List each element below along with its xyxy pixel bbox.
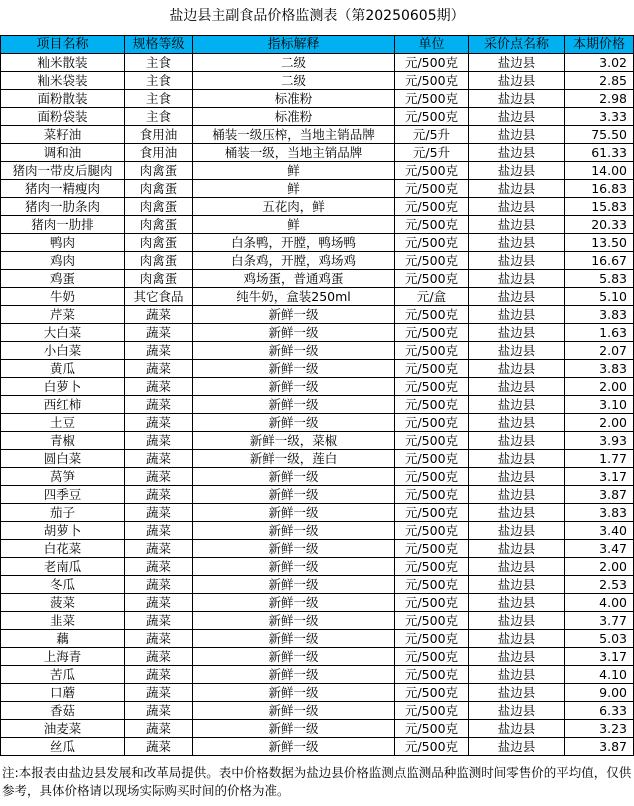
grade-cell: 蔬菜 [125,486,193,504]
item-name-cell: 韭菜 [1,612,125,630]
item-name-cell: 面粉散装 [1,90,125,108]
spec-cell: 新鲜一级 [193,648,395,666]
table-row [1,216,634,234]
item-name-cell: 籼米袋装 [1,72,125,90]
table-row [1,288,634,306]
table-row [1,126,634,144]
unit-cell: 元/500克 [395,324,469,342]
location-cell: 盐边县 [469,396,565,414]
grade-cell: 蔬菜 [125,342,193,360]
column-header-spec: 指标解释 [193,36,395,54]
column-header-unit: 单位 [395,36,469,54]
grade-cell: 蔬菜 [125,414,193,432]
unit-cell: 元/500克 [395,180,469,198]
location-cell: 盐边县 [469,108,565,126]
item-name-cell: 丝瓜 [1,738,125,756]
price-cell: 3.23 [565,720,634,738]
item-name-cell: 面粉袋装 [1,108,125,126]
unit-cell: 元/500克 [395,558,469,576]
unit-cell: 元/500克 [395,594,469,612]
unit-cell: 元/500克 [395,522,469,540]
column-header-location: 采价点名称 [469,36,565,54]
price-cell: 9.00 [565,684,634,702]
grade-cell: 蔬菜 [125,630,193,648]
table-row [1,414,634,432]
unit-cell: 元/500克 [395,468,469,486]
table-row [1,522,634,540]
grade-cell: 蔬菜 [125,432,193,450]
price-cell: 5.03 [565,630,634,648]
price-cell: 4.00 [565,594,634,612]
price-cell: 3.33 [565,108,634,126]
unit-cell: 元/500克 [395,54,469,72]
price-cell: 3.17 [565,648,634,666]
location-cell: 盐边县 [469,540,565,558]
table-row [1,648,634,666]
spec-cell: 标准粉 [193,108,395,126]
item-name-cell: 鸭肉 [1,234,125,252]
spec-cell: 新鲜一级 [193,414,395,432]
table-row [1,684,634,702]
grade-cell: 蔬菜 [125,558,193,576]
table-row [1,90,634,108]
spec-cell: 新鲜一级 [193,576,395,594]
price-cell: 16.83 [565,180,634,198]
price-cell: 75.50 [565,126,634,144]
table-row [1,630,634,648]
location-cell: 盐边县 [469,468,565,486]
spec-cell: 鲜 [193,180,395,198]
location-cell: 盐边县 [469,54,565,72]
grade-cell: 蔬菜 [125,468,193,486]
location-cell: 盐边县 [469,414,565,432]
location-cell: 盐边县 [469,684,565,702]
column-header-item-name: 项目名称 [1,36,125,54]
spec-cell: 标准粉 [193,90,395,108]
table-row [1,540,634,558]
table-row [1,576,634,594]
item-name-cell: 圆白菜 [1,450,125,468]
unit-cell: 元/盒 [395,288,469,306]
unit-cell: 元/500克 [395,198,469,216]
grade-cell: 肉禽蛋 [125,216,193,234]
unit-cell: 元/5升 [395,126,469,144]
item-name-cell: 菜籽油 [1,126,125,144]
location-cell: 盐边县 [469,576,565,594]
grade-cell: 食用油 [125,126,193,144]
location-cell: 盐边县 [469,522,565,540]
grade-cell: 蔬菜 [125,504,193,522]
location-cell: 盐边县 [469,342,565,360]
price-cell: 3.02 [565,54,634,72]
unit-cell: 元/500克 [395,270,469,288]
unit-cell: 元/500克 [395,684,469,702]
location-cell: 盐边县 [469,72,565,90]
price-cell: 6.33 [565,702,634,720]
spec-cell: 新鲜一级 [193,486,395,504]
table-row [1,270,634,288]
spec-cell: 新鲜一级 [193,558,395,576]
item-name-cell: 冬瓜 [1,576,125,594]
item-name-cell: 土豆 [1,414,125,432]
item-name-cell: 猪肉一肋排 [1,216,125,234]
spec-cell: 新鲜一级 [193,594,395,612]
location-cell: 盐边县 [469,702,565,720]
item-name-cell: 白萝卜 [1,378,125,396]
table-row [1,162,634,180]
price-cell: 3.87 [565,486,634,504]
spec-cell: 二级 [193,54,395,72]
item-name-cell: 牛奶 [1,288,125,306]
price-cell: 3.40 [565,522,634,540]
unit-cell: 元/500克 [395,414,469,432]
location-cell: 盐边县 [469,270,565,288]
table-row [1,378,634,396]
grade-cell: 蔬菜 [125,738,193,756]
item-name-cell: 老南瓜 [1,558,125,576]
location-cell: 盐边县 [469,360,565,378]
grade-cell: 肉禽蛋 [125,162,193,180]
unit-cell: 元/500克 [395,252,469,270]
unit-cell: 元/500克 [395,576,469,594]
footnote: 注:本报表由盐边县发展和改革局提供。表中价格数据为盐边县价格监测点监测品种监测时间零售价的平均值，仅供参考，具体价格请以现场实际购买时间的价格为准。 [2,765,632,798]
price-cell: 5.10 [565,288,634,306]
table-row [1,720,634,738]
grade-cell: 肉禽蛋 [125,198,193,216]
price-cell: 1.63 [565,324,634,342]
item-name-cell: 大白菜 [1,324,125,342]
table-row [1,54,634,72]
grade-cell: 肉禽蛋 [125,270,193,288]
table-row [1,324,634,342]
item-name-cell: 口蘑 [1,684,125,702]
location-cell: 盐边县 [469,486,565,504]
item-name-cell: 油麦菜 [1,720,125,738]
table-row [1,504,634,522]
location-cell: 盐边县 [469,144,565,162]
unit-cell: 元/500克 [395,108,469,126]
price-cell: 14.00 [565,162,634,180]
grade-cell: 蔬菜 [125,396,193,414]
unit-cell: 元/500克 [395,306,469,324]
item-name-cell: 鸡蛋 [1,270,125,288]
table-row [1,666,634,684]
unit-cell: 元/500克 [395,450,469,468]
location-cell: 盐边县 [469,666,565,684]
price-cell: 3.10 [565,396,634,414]
price-cell: 1.77 [565,450,634,468]
price-cell: 4.10 [565,666,634,684]
price-cell: 2.98 [565,90,634,108]
table-row [1,198,634,216]
price-cell: 3.87 [565,738,634,756]
spec-cell: 新鲜一级 [193,378,395,396]
table-row [1,432,634,450]
unit-cell: 元/500克 [395,378,469,396]
location-cell: 盐边县 [469,738,565,756]
table-row [1,396,634,414]
location-cell: 盐边县 [469,162,565,180]
grade-cell: 主食 [125,72,193,90]
spec-cell: 鸡场蛋，普通鸡蛋 [193,270,395,288]
unit-cell: 元/500克 [395,702,469,720]
price-cell: 2.53 [565,576,634,594]
location-cell: 盐边县 [469,648,565,666]
item-name-cell: 白花菜 [1,540,125,558]
item-name-cell: 香菇 [1,702,125,720]
price-cell: 3.17 [565,468,634,486]
unit-cell: 元/500克 [395,648,469,666]
unit-cell: 元/500克 [395,612,469,630]
item-name-cell: 芹菜 [1,306,125,324]
location-cell: 盐边县 [469,378,565,396]
unit-cell: 元/500克 [395,432,469,450]
report-title: 盐边县主副食品价格监测表（第20250605期） [169,8,465,24]
spec-cell: 新鲜一级 [193,504,395,522]
grade-cell: 蔬菜 [125,684,193,702]
grade-cell: 蔬菜 [125,450,193,468]
unit-cell: 元/500克 [395,486,469,504]
spec-cell: 新鲜一级 [193,360,395,378]
price-cell: 3.77 [565,612,634,630]
price-cell: 3.83 [565,360,634,378]
table-row [1,306,634,324]
table-header-row [1,36,634,54]
grade-cell: 肉禽蛋 [125,180,193,198]
price-cell: 2.85 [565,72,634,90]
table-row [1,144,634,162]
price-cell: 3.83 [565,504,634,522]
item-name-cell: 四季豆 [1,486,125,504]
unit-cell: 元/500克 [395,630,469,648]
location-cell: 盐边县 [469,432,565,450]
location-cell: 盐边县 [469,198,565,216]
unit-cell: 元/500克 [395,504,469,522]
location-cell: 盐边县 [469,612,565,630]
grade-cell: 蔬菜 [125,702,193,720]
spec-cell: 新鲜一级 [193,306,395,324]
grade-cell: 蔬菜 [125,324,193,342]
grade-cell: 蔬菜 [125,666,193,684]
grade-cell: 主食 [125,90,193,108]
spec-cell: 二级 [193,72,395,90]
price-cell: 2.00 [565,378,634,396]
spec-cell: 新鲜一级，莲白 [193,450,395,468]
table-row [1,252,634,270]
price-cell: 2.00 [565,558,634,576]
price-cell: 5.83 [565,270,634,288]
spec-cell: 白条鸡，开膛，鸡场鸡 [193,252,395,270]
grade-cell: 肉禽蛋 [125,252,193,270]
item-name-cell: 小白菜 [1,342,125,360]
item-name-cell: 莴笋 [1,468,125,486]
column-header-grade: 规格等级 [125,36,193,54]
item-name-cell: 鸡肉 [1,252,125,270]
item-name-cell: 青椒 [1,432,125,450]
table-row [1,612,634,630]
unit-cell: 元/5升 [395,144,469,162]
spec-cell: 新鲜一级 [193,738,395,756]
spec-cell: 新鲜一级 [193,468,395,486]
unit-cell: 元/500克 [395,738,469,756]
grade-cell: 蔬菜 [125,306,193,324]
grade-cell: 蔬菜 [125,648,193,666]
spec-cell: 桶装一级压榨，当地主销品牌 [193,126,395,144]
spec-cell: 新鲜一级 [193,540,395,558]
location-cell: 盐边县 [469,216,565,234]
location-cell: 盐边县 [469,720,565,738]
spec-cell: 新鲜一级 [193,612,395,630]
price-cell: 3.83 [565,306,634,324]
grade-cell: 蔬菜 [125,612,193,630]
grade-cell: 蔬菜 [125,540,193,558]
grade-cell: 蔬菜 [125,378,193,396]
item-name-cell: 茄子 [1,504,125,522]
location-cell: 盐边县 [469,450,565,468]
location-cell: 盐边县 [469,234,565,252]
location-cell: 盐边县 [469,324,565,342]
spec-cell: 纯牛奶，盒装250ml [193,288,395,306]
price-table [0,35,634,756]
item-name-cell: 苦瓜 [1,666,125,684]
item-name-cell: 胡萝卜 [1,522,125,540]
column-header-price: 本期价格 [565,36,634,54]
table-row [1,72,634,90]
spec-cell: 桶装一级，当地主销品牌 [193,144,395,162]
spec-cell: 白条鸭，开膛，鸭场鸭 [193,234,395,252]
spec-cell: 新鲜一级 [193,630,395,648]
item-name-cell: 猪肉一肋条肉 [1,198,125,216]
table-row [1,108,634,126]
spec-cell: 鲜 [193,216,395,234]
spec-cell: 新鲜一级 [193,666,395,684]
table-row [1,594,634,612]
grade-cell: 其它食品 [125,288,193,306]
grade-cell: 主食 [125,54,193,72]
spec-cell: 新鲜一级，菜椒 [193,432,395,450]
location-cell: 盐边县 [469,252,565,270]
location-cell: 盐边县 [469,306,565,324]
table-row [1,558,634,576]
unit-cell: 元/500克 [395,540,469,558]
item-name-cell: 调和油 [1,144,125,162]
location-cell: 盐边县 [469,288,565,306]
spec-cell: 五花肉，鲜 [193,198,395,216]
grade-cell: 肉禽蛋 [125,234,193,252]
spec-cell: 新鲜一级 [193,702,395,720]
item-name-cell: 上海青 [1,648,125,666]
price-cell: 13.50 [565,234,634,252]
table-row [1,702,634,720]
price-cell: 3.47 [565,540,634,558]
price-cell: 2.07 [565,342,634,360]
price-cell: 15.83 [565,198,634,216]
grade-cell: 蔬菜 [125,594,193,612]
table-row [1,342,634,360]
price-cell: 20.33 [565,216,634,234]
table-row [1,468,634,486]
spec-cell: 新鲜一级 [193,396,395,414]
unit-cell: 元/500克 [395,90,469,108]
table-row [1,360,634,378]
location-cell: 盐边县 [469,90,565,108]
unit-cell: 元/500克 [395,216,469,234]
price-cell: 16.67 [565,252,634,270]
table-row [1,450,634,468]
location-cell: 盐边县 [469,126,565,144]
item-name-cell: 黄瓜 [1,360,125,378]
unit-cell: 元/500克 [395,360,469,378]
spec-cell: 新鲜一级 [193,720,395,738]
location-cell: 盐边县 [469,504,565,522]
location-cell: 盐边县 [469,558,565,576]
table-body [1,54,634,756]
grade-cell: 蔬菜 [125,360,193,378]
item-name-cell: 菠菜 [1,594,125,612]
item-name-cell: 藕 [1,630,125,648]
grade-cell: 食用油 [125,144,193,162]
unit-cell: 元/500克 [395,342,469,360]
unit-cell: 元/500克 [395,666,469,684]
unit-cell: 元/500克 [395,396,469,414]
spec-cell: 鲜 [193,162,395,180]
unit-cell: 元/500克 [395,162,469,180]
item-name-cell: 籼米散装 [1,54,125,72]
grade-cell: 蔬菜 [125,720,193,738]
spec-cell: 新鲜一级 [193,522,395,540]
table-row [1,738,634,756]
table-row [1,486,634,504]
location-cell: 盐边县 [469,594,565,612]
price-cell: 2.00 [565,414,634,432]
grade-cell: 蔬菜 [125,576,193,594]
item-name-cell: 西红柿 [1,396,125,414]
table-row [1,234,634,252]
table-row [1,180,634,198]
price-cell: 3.93 [565,432,634,450]
item-name-cell: 猪肉一精瘦肉 [1,180,125,198]
spec-cell: 新鲜一级 [193,324,395,342]
item-name-cell: 猪肉一带皮后腿肉 [1,162,125,180]
unit-cell: 元/500克 [395,720,469,738]
grade-cell: 蔬菜 [125,522,193,540]
location-cell: 盐边县 [469,180,565,198]
unit-cell: 元/500克 [395,72,469,90]
location-cell: 盐边县 [469,630,565,648]
grade-cell: 主食 [125,108,193,126]
spec-cell: 新鲜一级 [193,684,395,702]
price-cell: 61.33 [565,144,634,162]
unit-cell: 元/500克 [395,234,469,252]
spec-cell: 新鲜一级 [193,342,395,360]
